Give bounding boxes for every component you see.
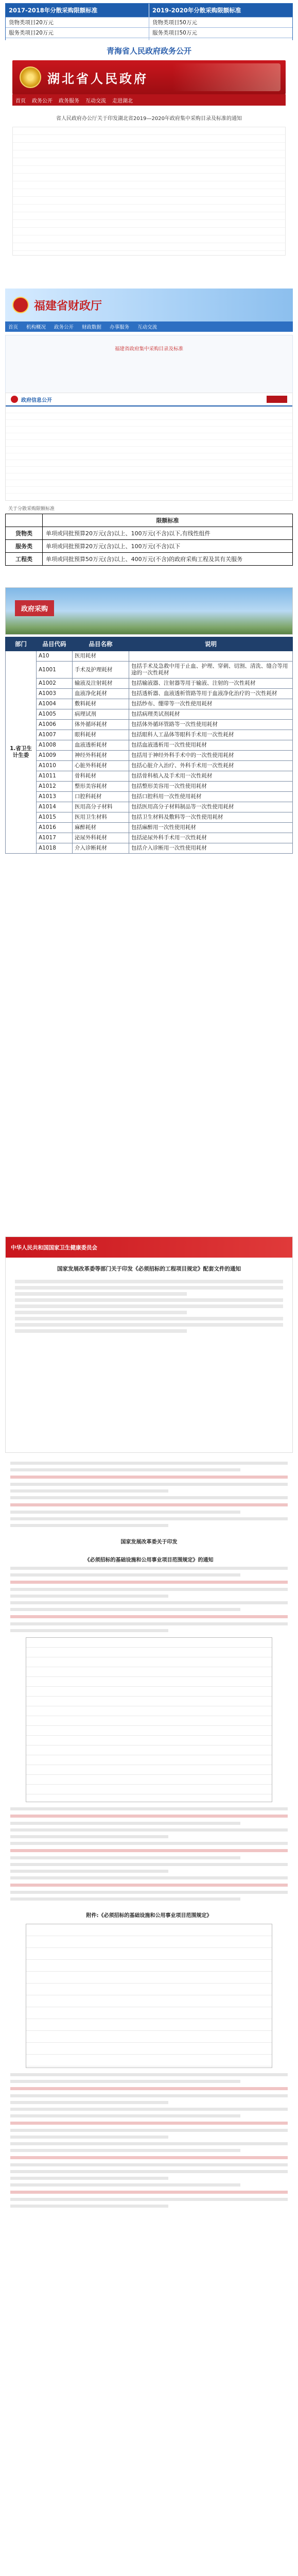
- hubei-banner: [12, 60, 286, 94]
- doc-title: 国家发展改革委等部门关于印发《必须招标的工程项目规定》配套文件的通知: [57, 1266, 241, 1272]
- text-line: [10, 2101, 168, 2104]
- nav-item-about[interactable]: 走进湖北: [112, 98, 133, 104]
- thresholds-cell-right: 服务类项目50万元: [149, 28, 292, 38]
- document-screenshot: [5, 1236, 293, 1453]
- text-line: [10, 1601, 288, 1604]
- thresholds-row: [6, 17, 292, 27]
- catalogue-body: [6, 651, 293, 854]
- catalogue-desc: 包括体外循环管路等一次性使用耗材: [129, 720, 293, 730]
- catalogue-code: A1016: [37, 823, 73, 833]
- text-line: [10, 1863, 288, 1866]
- catalogue-code: A1008: [37, 740, 73, 751]
- catalogue-code: A1015: [37, 812, 73, 823]
- limit-type: 服务类: [6, 540, 43, 553]
- text-line: [10, 1842, 288, 1845]
- text-line: [10, 1629, 168, 1632]
- catalogue-desc: 包括骨科植入及手术用一次性耗材: [129, 771, 293, 782]
- col-code: 品目代码: [37, 637, 73, 651]
- text-line: [10, 1588, 288, 1591]
- thresholds-cell-left: 服务类项目20万元: [9, 30, 54, 36]
- catalogue-row: [6, 730, 293, 740]
- text-line: [10, 1835, 168, 1838]
- catalogue-name: 医用高分子材料: [73, 802, 129, 812]
- highlight-line: [10, 2156, 288, 2159]
- text-line: [10, 1876, 288, 1879]
- highlight-line: [10, 1503, 288, 1506]
- fujian-nav: [5, 321, 293, 332]
- limit-row: [6, 527, 293, 540]
- catalogue-row: [6, 751, 293, 761]
- catalogue-code: A1001: [37, 662, 73, 679]
- catalogue-row: [6, 771, 293, 782]
- thresholds-cell-right: 货物类项目50万元: [149, 18, 292, 27]
- nav-item-interact[interactable]: 互动交流: [85, 98, 106, 104]
- dept-cell: 1.省卫生计生委: [6, 651, 37, 854]
- text-line: [10, 2149, 240, 2152]
- embedded-table: [26, 1637, 272, 1802]
- fj-nav-open[interactable]: 政务公开: [54, 325, 74, 330]
- catalogue-code: A1013: [37, 792, 73, 802]
- catalogue-name: 病理试剂: [73, 709, 129, 720]
- section-heading: 国家发展改革委关于印发: [120, 1539, 178, 1545]
- col-name: 品目名称: [73, 637, 129, 651]
- text-line: [10, 2108, 288, 2111]
- text-line: [10, 1517, 288, 1520]
- catalogue-name: 口腔科耗材: [73, 792, 129, 802]
- nav-item-service[interactable]: 政务服务: [59, 98, 79, 104]
- text-line: [10, 2129, 288, 2132]
- doc-header: 中华人民共和国国家卫生健康委员会: [6, 1237, 292, 1258]
- text-line: [10, 2094, 288, 2097]
- limit-header: 限额标准: [43, 514, 293, 527]
- text-line: [10, 2114, 240, 2117]
- banner-decoration: [172, 63, 281, 91]
- catalogue-desc: 包括医用高分子材料制品等一次性使用耗材: [129, 802, 293, 812]
- highlight-line: [10, 2122, 288, 2125]
- catalogue-desc: 包括输液器、注射器等用于输液、注射的一次性耗材: [129, 679, 293, 689]
- catalogue-desc: 包括手术及急救中用于止血、护理、穿刺、切割、清洗、缝合等用途的一次性耗材: [129, 662, 293, 679]
- text-line: [10, 2142, 288, 2145]
- catalogue-row: [6, 679, 293, 689]
- portal-title: 青海省人民政府政务公开: [106, 46, 191, 56]
- catalogue-code: A1009: [37, 751, 73, 761]
- text-line: [10, 1807, 288, 1810]
- thresholds-row: [6, 27, 292, 38]
- catalogue-row: [6, 833, 293, 843]
- catalogue-name: 医用耗材: [73, 651, 129, 662]
- highlight-line: [10, 2191, 288, 2194]
- highlight-line: [10, 2087, 288, 2090]
- text-line: [10, 1622, 288, 1625]
- catalogue-desc: 包括卫生材料及敷料等一次性使用耗材: [129, 812, 293, 823]
- text-line: [10, 1891, 288, 1894]
- fujian-banner: [5, 289, 293, 321]
- catalogue-desc: 包括眼科人工晶体等眼科手术用一次性耗材: [129, 730, 293, 740]
- catalogue-name: 泌尿外科耗材: [73, 833, 129, 843]
- catalogue-desc: 包括泌尿外科手术用一次性耗材: [129, 833, 293, 843]
- col-dept: 部门: [6, 637, 37, 651]
- limit-type: 工程类: [6, 553, 43, 566]
- gov-info-logo: [11, 396, 52, 403]
- nav-item-home[interactable]: 首页: [15, 98, 26, 104]
- text-line: [10, 1567, 288, 1570]
- fj-nav-home[interactable]: 首页: [8, 325, 19, 330]
- text-line: [10, 2073, 288, 2076]
- gov-info-header: [6, 393, 292, 406]
- highlight-line: [10, 1476, 288, 1479]
- text-line: [10, 1856, 240, 1859]
- catalogue-desc: 包括纱布、绷带等一次性使用耗材: [129, 699, 293, 709]
- catalogue-code: A1002: [37, 679, 73, 689]
- hubei-nav: [12, 94, 286, 106]
- catalogue-code: A1006: [37, 720, 73, 730]
- scenic-badge: 政府采购: [15, 600, 54, 616]
- catalogue-name: 神经外科耗材: [73, 751, 129, 761]
- fj-nav-interact[interactable]: 互动交流: [137, 325, 157, 330]
- catalogue-code: A1018: [37, 843, 73, 854]
- banner-name: 湖北省人民政府: [47, 71, 148, 86]
- gov-info-name: 政府信息公开: [21, 397, 52, 403]
- catalogue-name: 敷料耗材: [73, 699, 129, 709]
- catalogue-name: 手术及护理耗材: [73, 662, 129, 679]
- fujian-logo-icon: [12, 297, 29, 313]
- doc-text-line: [15, 1317, 283, 1320]
- limit-subtitle: 关于分散采购限额标准: [8, 506, 55, 512]
- catalogue-table: [5, 637, 293, 854]
- text-line: [10, 2177, 168, 2180]
- text-line: [10, 1828, 288, 1832]
- text-line: [10, 1897, 240, 1901]
- catalogue-row: [6, 740, 293, 751]
- limit-text: 单项或同批预算20万元(含)以上、100万元(不含)以下,有线性组件: [43, 527, 293, 540]
- catalogue-row: [6, 843, 293, 854]
- fj-nav-service[interactable]: 办事服务: [110, 325, 130, 330]
- col-desc: 说明: [129, 637, 293, 651]
- text-line: [10, 1483, 288, 1486]
- catalogue-name: 介入诊断耗材: [73, 843, 129, 854]
- emblem-icon: [11, 396, 18, 403]
- catalogue-name: 骨科耗材: [73, 771, 129, 782]
- catalogue-row: [6, 802, 293, 812]
- text-line: [10, 1608, 240, 1611]
- limit-header-blank: [6, 514, 43, 527]
- text-line: [10, 1468, 240, 1471]
- nav-item-open[interactable]: 政务公开: [32, 98, 52, 104]
- catalogue-desc: 包括整形美容用一次性使用耗材: [129, 782, 293, 792]
- national-emblem-icon: [20, 66, 41, 88]
- catalogue-code: A1014: [37, 802, 73, 812]
- catalogue-row: [6, 823, 293, 833]
- gov-info-screenshot: [5, 393, 293, 501]
- text-line: [10, 1870, 168, 1873]
- catalogue-desc: [129, 651, 293, 662]
- catalogue-desc: 包括口腔科用一次性使用耗材: [129, 792, 293, 802]
- catalogue-name: 输液及注射耗材: [73, 679, 129, 689]
- catalogue-row: [6, 792, 293, 802]
- catalogue-code: A10: [37, 651, 73, 662]
- catalogue-row: [6, 662, 293, 679]
- fj-nav-about[interactable]: 机构概况: [26, 325, 46, 330]
- highlight-line: [10, 1615, 288, 1618]
- catalogue-name: 整形美容耗材: [73, 782, 129, 792]
- text-line: [10, 1595, 168, 1598]
- text-line: [10, 1573, 240, 1577]
- catalogue-desc: 包括心脏介入治疗、外科手术用一次性耗材: [129, 761, 293, 771]
- catalogue-name: 心脏外科耗材: [73, 761, 129, 771]
- scenic-banner: [5, 587, 293, 635]
- catalogue-code: A1007: [37, 730, 73, 740]
- catalogue-name: 麻醉耗材: [73, 823, 129, 833]
- gov-info-content: [6, 406, 292, 497]
- catalogue-header-row: [6, 637, 293, 651]
- text-line: [10, 1462, 288, 1465]
- highlight-line: [10, 1884, 288, 1887]
- doc-text-line: [15, 1323, 283, 1327]
- long-text-region: [5, 1458, 293, 2576]
- thresholds-cell-left: 货物类项目20万元: [9, 20, 54, 26]
- thresholds-col1-title: 2017-2018年分散采购限额标准: [6, 4, 149, 17]
- catalogue-row: [6, 761, 293, 771]
- thresholds-header: [6, 4, 292, 17]
- fujian-site-name: 福建省财政厅: [34, 299, 102, 313]
- fujian-caption: 福建省政府集中采购目录及标准: [114, 346, 183, 352]
- fujian-portal-screenshot: [5, 289, 293, 392]
- text-line: [10, 2183, 240, 2187]
- text-line: [10, 2080, 240, 2083]
- limit-text: 单项或同批预算20万元(含)以上、100万元(不含)以下: [43, 540, 293, 553]
- header-decoration: [267, 396, 287, 403]
- catalogue-desc: 包括用于神经外科手术中的一次性使用耗材: [129, 751, 293, 761]
- doc-text-line: [15, 1311, 187, 1314]
- text-line: [10, 2198, 288, 2201]
- text-line: [10, 2136, 168, 2139]
- catalogue-name: 眼科耗材: [73, 730, 129, 740]
- catalogue-code: A1011: [37, 771, 73, 782]
- qinghai-portal-screenshot: [5, 40, 293, 287]
- section-heading: 《必须招标的基础设施和公用事业项目范围规定》的通知: [84, 1557, 214, 1563]
- catalogue-name: 医用卫生材料: [73, 812, 129, 823]
- section-heading: 附件:《必须招标的基础设施和公用事业项目范围规定》: [86, 1913, 212, 1919]
- fujian-page: [5, 335, 293, 395]
- catalogue-code: A1003: [37, 689, 73, 699]
- limit-row: [6, 540, 293, 553]
- catalogue-row: [6, 709, 293, 720]
- catalogue-name: 体外循环耗材: [73, 720, 129, 730]
- catalogue-code: A1004: [37, 699, 73, 709]
- embedded-table: [26, 1924, 272, 2068]
- catalogue-code: A1012: [37, 782, 73, 792]
- catalogue-row: [6, 651, 293, 662]
- fj-nav-data[interactable]: 财政数据: [82, 325, 102, 330]
- text-line: [10, 2163, 288, 2166]
- catalogue-row: [6, 782, 293, 792]
- doc-text-line: [15, 1329, 187, 1333]
- limit-type: 货物类: [6, 527, 43, 540]
- catalogue-desc: 包括麻醉用一次性使用耗材: [129, 823, 293, 833]
- notice-title[interactable]: 省人民政府办公厅关于印发湖北省2019—2020年政府集中采购目录及标准的通知: [56, 116, 242, 122]
- catalogue-row: [6, 699, 293, 709]
- doc-text-line: [15, 1304, 283, 1308]
- limit-text: 单项或同批预算50万元(含)以上、400万元(不含)的政府采购工程及其有关服务: [43, 553, 293, 566]
- catalogue-code: A1017: [37, 833, 73, 843]
- catalogue-desc: 包括介入诊断用一次性使用耗材: [129, 843, 293, 854]
- notice-body: [12, 127, 286, 256]
- catalogue-row: [6, 720, 293, 730]
- catalogue-name: 血液透析耗材: [73, 740, 129, 751]
- text-line: [10, 1496, 288, 1499]
- text-line: [10, 1524, 168, 1527]
- catalogue-desc: 包括透析器、血液透析管路等用于血液净化治疗的一次性耗材: [129, 689, 293, 699]
- highlight-line: [10, 1815, 288, 1818]
- procurement-catalogue: [5, 637, 293, 854]
- limit-header-row: [6, 514, 293, 527]
- catalogue-desc: 包括病理类试剂耗材: [129, 709, 293, 720]
- catalogue-desc: 包括血液透析用一次性使用耗材: [129, 740, 293, 751]
- catalogue-name: 血液净化耗材: [73, 689, 129, 699]
- limit-row: [6, 553, 293, 566]
- thresholds-col2-title: 2019-2020年分散采购限额标准: [149, 4, 292, 17]
- catalogue-row: [6, 689, 293, 699]
- doc-text-line: [15, 1280, 283, 1283]
- limit-standard-table: [5, 504, 293, 566]
- catalogue-code: A1005: [37, 709, 73, 720]
- text-line: [10, 1489, 168, 1493]
- catalogue-row: [6, 812, 293, 823]
- doc-text-line: [15, 1292, 187, 1296]
- text-line: [10, 1511, 240, 1514]
- doc-text-line: [15, 1298, 283, 1302]
- highlight-line: [10, 1581, 288, 1584]
- text-line: [10, 2170, 288, 2173]
- text-line: [10, 2205, 168, 2208]
- highlight-line: [10, 1849, 288, 1852]
- catalogue-code: A1010: [37, 761, 73, 771]
- doc-text-line: [15, 1286, 283, 1290]
- text-line: [10, 1822, 240, 1825]
- limit-table: [5, 514, 293, 566]
